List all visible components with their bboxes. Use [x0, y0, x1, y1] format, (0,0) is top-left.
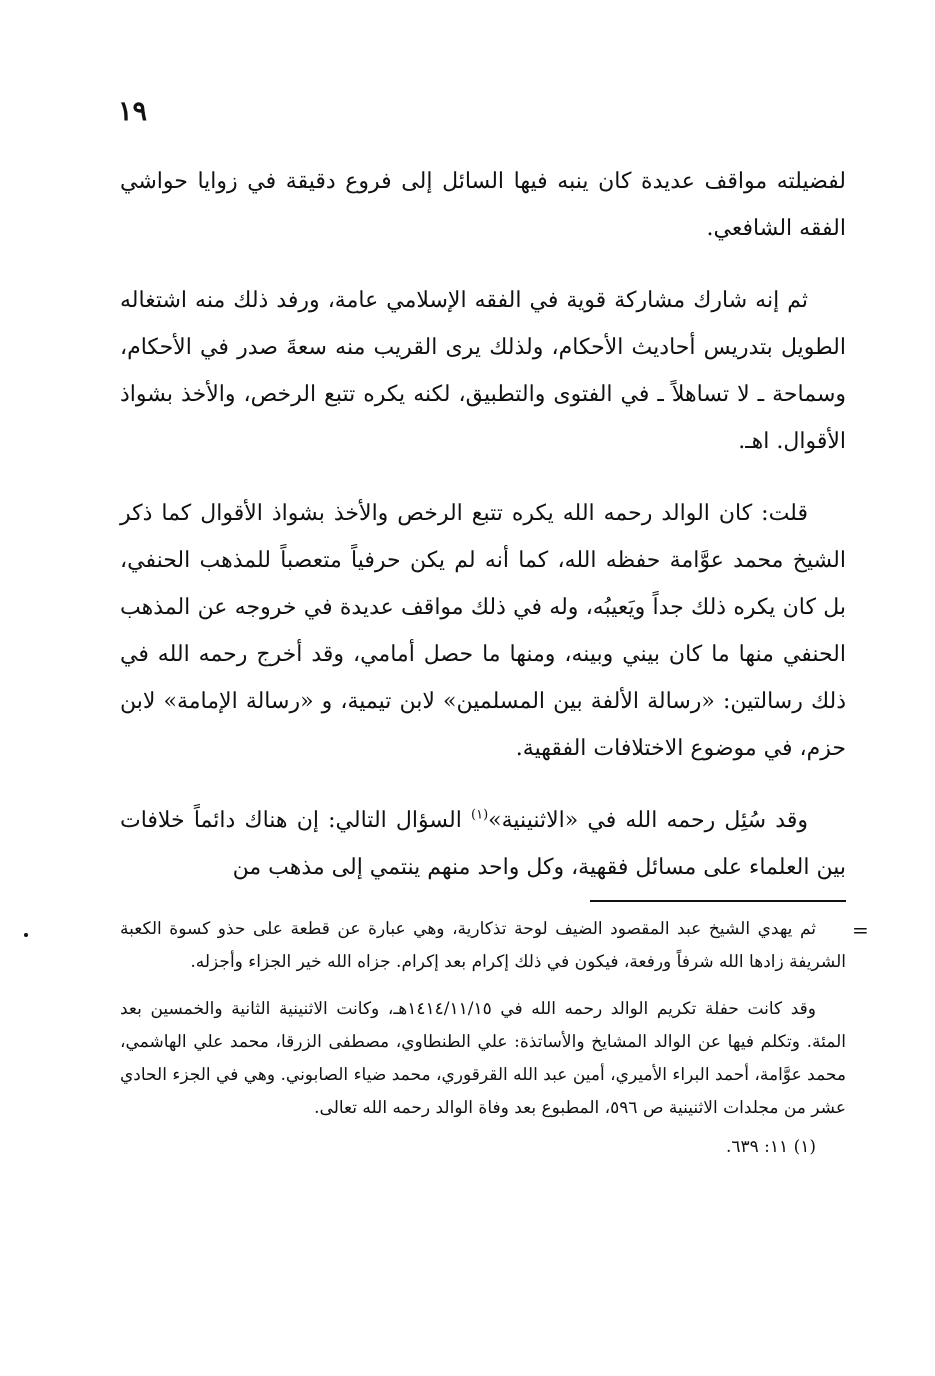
paragraph-4	[120, 797, 846, 891]
footnotes	[120, 913, 846, 1164]
footnote-paragraph-1: ثم يهدي الشيخ عبد المقصود الضيف لوحة تذكارية، وهي عبارة عن قطعة على حذو كسوة الكعبة الشريفة زادها الله شرفاً ورفعة، فيكون في ذلك إكرام بعد إكرام. جزاه الله خير الجزاء وأجزله.	[120, 919, 846, 972]
page-number: ١٩	[118, 96, 148, 127]
paragraph-3: قلت: كان الوالد رحمه الله يكره تتبع الرخص والأخذ بشواذ الأقوال كما ذكر الشيخ محمد عوَّامة حفظه الله، كما أنه لم يكن حرفياً متعصباً للمذهب الحنفي، بل كان يكره ذلك جداً ويَعيبُه، وله في ذلك مواقف عديدة في خروجه عن المذهب الحنفي منها ما كان بيني وبينه، ومنها ما حصل أمامي، وقد أخرج رحمه الله في ذلك رسالتين: «رسالة الألفة بين المسلمين» لابن تيمية، و «رسالة الإمامة» لابن حزم، في موضوع الاختلافات الفقهية.	[120, 501, 846, 761]
paragraph-4-rest: السؤال التالي: إن هناك دائماً خلافات بين العلماء على مسائل فقهية، وكل واحد منهم ينتمي إلى مذهب من	[120, 808, 846, 880]
footnote-separator	[590, 900, 846, 902]
footnote-paragraph-2: وقد كانت حفلة تكريم الوالد رحمه الله في ١٤١٤/١١/١٥هـ، وكانت الاثنينية الثانية والخمسين بعد المئة. وتكلم فيها عن الوالد المشايخ والأساتذة: علي الطنطاوي، مصطفى الزرقا، محمد علي الهاشمي، محمد عوَّامة، أحمد البراء الأميري، أمين عبد الله القرقوري، محمد ضياء الصابوني. وهي في الجزء الحادي عشر من مجلدات الاثنينية ص ٥٩٦، المطبوع بعد وفاة الوالد رحمه الله تعالى.	[120, 999, 846, 1118]
margin-dot	[24, 933, 28, 937]
footnote-1: (١) ١١: ٦٣٩.	[725, 1137, 816, 1157]
paragraph-2: ثم إنه شارك مشاركة قوية في الفقه الإسلامي عامة، ورفد ذلك منه اشتغاله الطويل بتدريس أحاديث الأحكام، ولذلك يرى القريب منه سعةَ صدر في الأحكام، وسماحة ـ لا تساهلاً ـ في الفتوى والتطبيق، لكنه يكره تتبع الرخص، والأخذ بشواذ الأقوال. اهـ.	[120, 288, 846, 454]
footnote-reference: (١)	[471, 807, 489, 823]
paragraph-4-start: وقد سُئِل رحمه الله في «الاثنينية»	[488, 808, 808, 833]
paragraph-1: لفضيلته مواقف عديدة كان ينبه فيها السائل إلى فروع دقيقة في زوايا حواشي الفقه الشافعي.	[120, 169, 846, 241]
footnote-continuation-mark: =	[852, 918, 869, 942]
main-text	[120, 158, 846, 891]
